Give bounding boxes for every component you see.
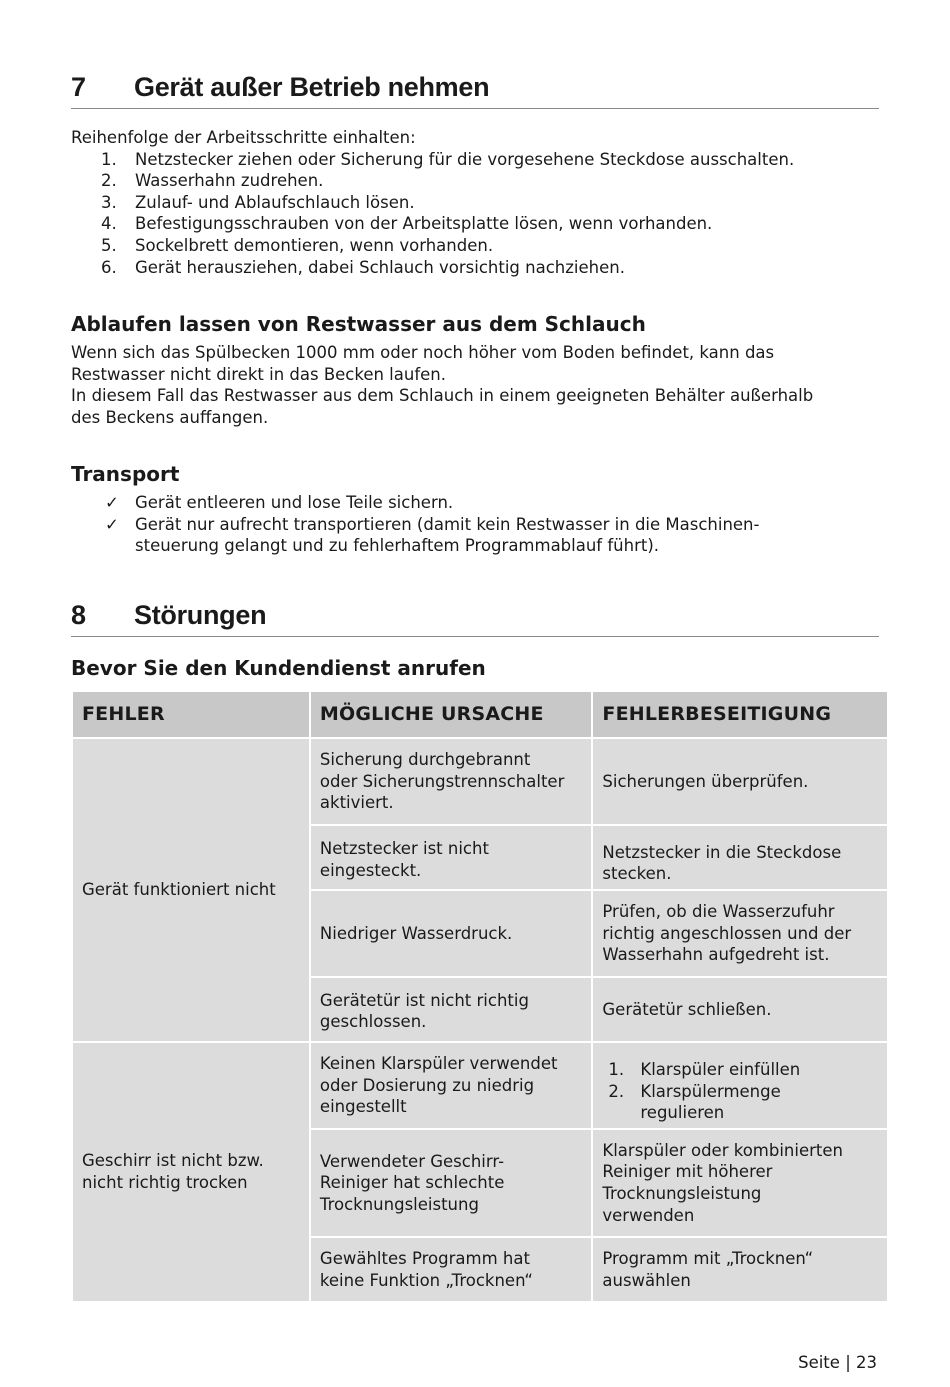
- footer-label: Seite: [798, 1353, 840, 1372]
- table-row: [72, 1042, 888, 1129]
- loesung-cell: [592, 1042, 888, 1129]
- list-item: 2. Klarspülermenge regulieren: [608, 1081, 781, 1123]
- page-footer: [798, 1352, 877, 1373]
- drain-paragraph: Wenn sich das Spülbecken 1000 mm oder noch höher vom Boden befindet, kann das Restwasser nicht direkt in das Becken laufen. In diesem Fall das Restwasser aus dem Schlauch in einem geeigneten Behälter außerhalb des Beckens auffangen.: [71, 343, 814, 427]
- loesung-cell: Klarspüler oder kombinierten Reiniger mit höherer Trocknungsleistung verwenden: [592, 1129, 888, 1237]
- column-header: MÖGLICHE URSACHE: [310, 691, 592, 738]
- steps-list: [71, 149, 794, 279]
- checkmark-icon: ✓: [105, 514, 119, 534]
- list-item: ✓ Gerät nur aufrecht transportieren (damit kein Restwasser in die Maschinen- steuerung gelangt und zu fehlerhaftem Programmablauf führt).: [105, 514, 760, 556]
- table-row: [72, 738, 888, 825]
- ursache-cell: Sicherung durchgebrannt oder Sicherungstrennschalter aktiviert.: [310, 738, 592, 825]
- loesung-cell: Gerätetür schließen.: [592, 977, 888, 1042]
- list-item: 1. Klarspüler einfüllen: [608, 1060, 801, 1080]
- loesung-cell: Netzstecker in die Steckdose stecken.: [592, 825, 888, 890]
- steps-block: [71, 127, 794, 278]
- troubleshooting-table: [71, 690, 889, 1303]
- list-item: 1. Netzstecker ziehen oder Sicherung für die vorgesehene Steckdose ausschalten.: [101, 149, 795, 169]
- list-item: 2. Wasserhahn zudrehen.: [101, 171, 324, 191]
- steps-intro: Reihenfolge der Arbeitsschritte einhalten:: [71, 128, 416, 147]
- list-item: 4. Befestigungsschrauben von der Arbeitsplatte lösen, wenn vorhanden.: [101, 214, 713, 234]
- list-item: ✓ Gerät entleeren und lose Teile sichern.: [105, 493, 454, 512]
- list-item: 5. Sockelbrett demontieren, wenn vorhanden.: [101, 235, 494, 255]
- section-8-title: Störungen: [134, 600, 267, 630]
- list-item: 3. Zulauf- und Ablaufschlauch lösen.: [101, 192, 415, 212]
- ursache-cell: Verwendeter Geschirr- Reiniger hat schlechte Trocknungsleistung: [310, 1129, 592, 1237]
- section-7-title: Gerät außer Betrieb nehmen: [134, 72, 490, 102]
- ursache-cell: Netzstecker ist nicht eingesteckt.: [310, 825, 592, 890]
- ursache-cell: Keinen Klarspüler verwendet oder Dosierung zu niedrig eingestellt: [310, 1042, 592, 1129]
- transport-list: [71, 492, 759, 557]
- loesung-cell: Programm mit „Trocknen“ auswählen: [592, 1237, 888, 1302]
- section-8-subtitle: Bevor Sie den Kundendienst anrufen: [71, 656, 486, 680]
- fehler-cell: Geschirr ist nicht bzw. nicht richtig trocken: [72, 1042, 310, 1302]
- ursache-cell: Gewähltes Programm hat keine Funktion „Trocknen“: [310, 1237, 592, 1302]
- drain-heading: Ablaufen lassen von Restwasser aus dem Schlauch: [71, 312, 646, 336]
- column-header: FEHLERBESEITIGUNG: [592, 691, 888, 738]
- loesung-cell: Prüfen, ob die Wasserzufuhr richtig angeschlossen und der Wasserhahn aufgedreht ist.: [592, 890, 888, 977]
- checkmark-icon: ✓: [105, 493, 119, 512]
- table-header-row: [72, 691, 888, 738]
- page-number: 23: [856, 1353, 877, 1372]
- loesung-list: [602, 1059, 878, 1124]
- footer-separator: |: [845, 1353, 851, 1372]
- section-8-number: 8: [71, 600, 86, 630]
- loesung-cell: Sicherungen überprüfen.: [592, 738, 888, 825]
- section-8-heading: [71, 600, 879, 637]
- transport-heading: Transport: [71, 462, 180, 486]
- ursache-cell: Gerätetür ist nicht richtig geschlossen.: [310, 977, 592, 1042]
- section-7-heading: [71, 72, 879, 109]
- fehler-cell: Gerät funktioniert nicht: [72, 738, 310, 1042]
- transport-block: [71, 492, 759, 557]
- column-header: FEHLER: [72, 691, 310, 738]
- section-7-number: 7: [71, 72, 86, 102]
- list-item: 6. Gerät herausziehen, dabei Schlauch vorsichtig nachziehen.: [101, 257, 625, 277]
- ursache-cell: Niedriger Wasserdruck.: [310, 890, 592, 977]
